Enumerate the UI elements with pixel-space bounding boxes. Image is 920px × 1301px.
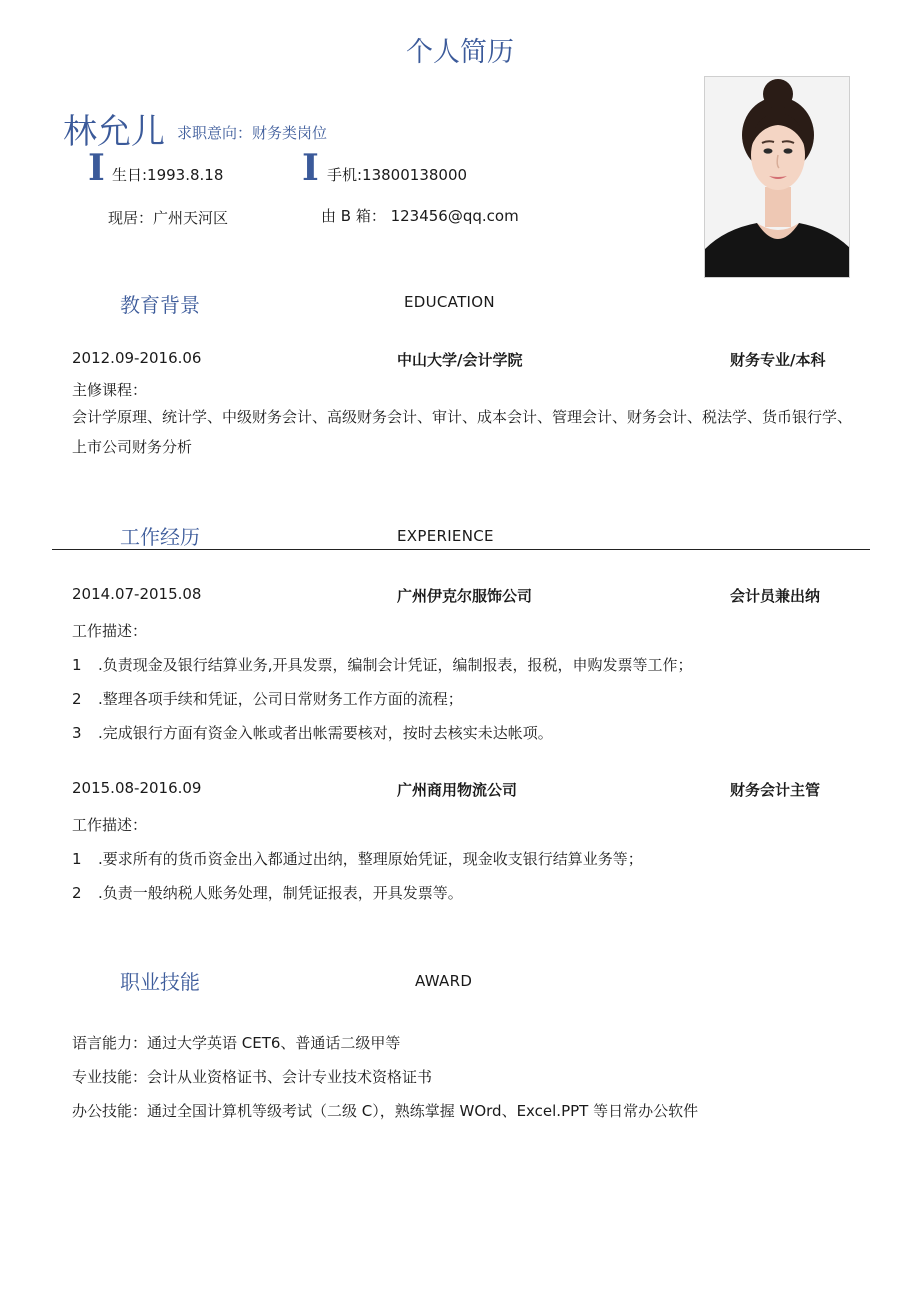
candidate-name: 林允儿 — [63, 112, 165, 152]
job-duty — [72, 688, 463, 709]
job-period: 2014.07-2015.08 — [72, 585, 202, 603]
job-company: 广州商用物流公司 — [397, 781, 518, 799]
duty-number: 2 — [72, 690, 82, 708]
duty-text: .负责现金及银行结算业务,开具发票，编制会计凭证，编制报表，报税，申购发票等工作； — [98, 656, 693, 674]
skill-line: 专业技能：会计从业资格证书、会计专业技术资格证书 — [72, 1068, 433, 1086]
duty-number: 2 — [72, 884, 82, 902]
section-title-experience: 工作经历 — [120, 525, 200, 549]
email: 由 B 箱： 123456@qq.com — [321, 207, 519, 225]
job-desc-label: 工作描述： — [72, 816, 148, 834]
skill-line: 办公技能：通过全国计算机等级考试（二级 C），熟练掌握 WOrd、Excel.PPT 等日常办公软件 — [72, 1102, 699, 1120]
duty-text: .整理各项手续和凭证，公司日常财务工作方面的流程； — [98, 690, 463, 708]
section-subtitle-education: EDUCATION — [404, 293, 495, 311]
section-title-education: 教育背景 — [120, 293, 200, 317]
job-duty — [72, 848, 643, 869]
profile-photo — [704, 76, 850, 278]
duty-number: 1 — [72, 850, 82, 868]
section-title-skills: 职业技能 — [120, 970, 200, 994]
birth-date: 生日:1993.8.18 — [112, 166, 224, 184]
job-position: 财务会计主管 — [730, 781, 821, 799]
job-duty — [72, 882, 463, 903]
education-period: 2012.09-2016.06 — [72, 349, 202, 367]
duty-text: .负责一般纳税人账务处理，制凭证报表，开具发票等。 — [98, 884, 463, 902]
job-company: 广州伊克尔服饰公司 — [397, 587, 533, 605]
skill-line: 语言能力：通过大学英语 CET6、普通话二级甲等 — [72, 1034, 401, 1052]
education-school: 中山大学/会计学院 — [397, 351, 523, 369]
job-period: 2015.08-2016.09 — [72, 779, 202, 797]
courses-label: 主修课程： — [72, 381, 148, 399]
duty-text: .完成银行方面有资金入帐或者出帐需要核对，按时去核实未达帐项。 — [98, 724, 553, 742]
job-duty — [72, 722, 553, 743]
section-subtitle-skills: AWARD — [415, 972, 473, 990]
courses-list: 会计学原理、统计学、中级财务会计、高级财务会计、审计、成本会计、管理会计、财务会计、税法学、货币银行学、上市公司财务分析 — [72, 408, 853, 456]
page-title: 个人简历 — [406, 37, 514, 68]
job-position: 会计员兼出纳 — [730, 587, 821, 605]
job-duty — [72, 654, 693, 675]
section-subtitle-experience: EXPERIENCE — [397, 527, 494, 545]
education-major: 财务专业/本科 — [730, 351, 826, 369]
residence: 现居：广州天河区 — [108, 209, 229, 227]
bar-marker: I — [302, 147, 319, 189]
phone-number: 手机:13800138000 — [327, 166, 468, 184]
duty-number: 1 — [72, 656, 82, 674]
job-desc-label: 工作描述： — [72, 622, 148, 640]
section-divider — [52, 549, 870, 550]
bar-marker: I — [88, 147, 105, 189]
duty-number: 3 — [72, 724, 82, 742]
duty-text: .要求所有的货币资金出入都通过出纳，整理原始凭证，现金收支银行结算业务等； — [98, 850, 643, 868]
job-intent: 求职意向：财务类岗位 — [177, 124, 328, 142]
